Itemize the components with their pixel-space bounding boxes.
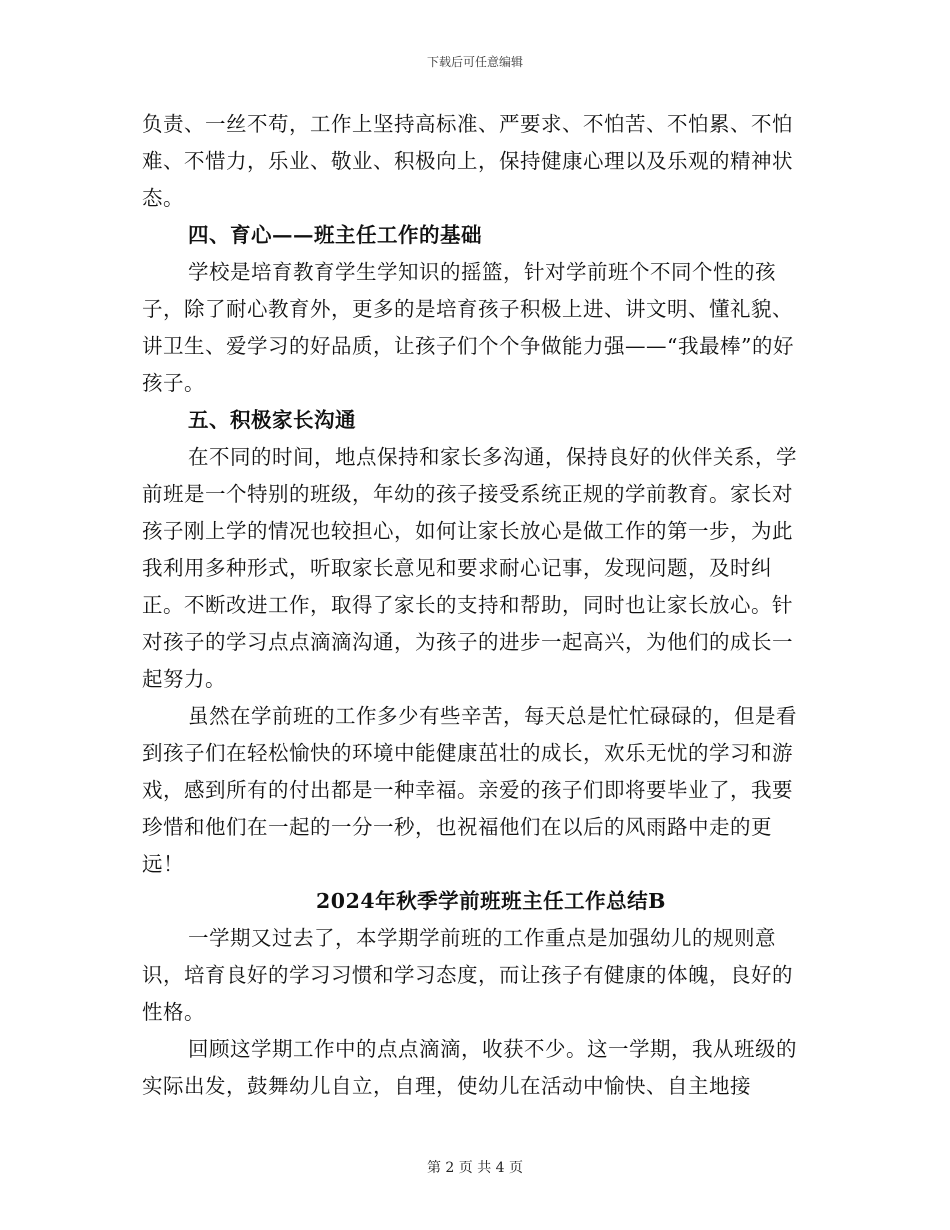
paragraph: 一学期又过去了，本学期学前班的工作重点是加强幼儿的规则意识，培育良好的学习习惯和学习态度，而让孩子有健康的体魄，良好的性格。 (142, 926, 793, 1024)
paragraph-continued: 负责、一丝不苟，工作上坚持高标准、严要求、不怕苦、不怕累、不怕难、不惜力，乐业、敬业、积极向上，保持健康心理以及乐观的精神状态。 (142, 112, 793, 210)
document-body (142, 106, 800, 1105)
paragraph: 虽然在学前班的工作多少有些辛苦，每天总是忙忙碌碌的，但是看到孩子们在轻松愉快的环境中能健康茁壮的成长，欢乐无忧的学习和游戏，感到所有的付出都是一种幸福。亲爱的孩子们即将要毕业了，我要珍惜和他们在一起的一分一秒，也祝福他们在以后的风雨路中走的更远！ (142, 704, 797, 876)
paragraph: 在不同的时间，地点保持和家长多沟通，保持良好的伙伴关系，学前班是一个特别的班级，年幼的孩子接受系统正规的学前教育。家长对孩子刚上学的情况也较担心，如何让家长放心是做工作的第一步，为此我利用多种形式，听取家长意见和要求耐心记事，发现问题，及时纠正。不断改进工作，取得了家长的支持和帮助，同时也让家长放心。针对孩子的学习点点滴滴沟通，为孩子的进步一起高兴，为他们的成长一起努力。 (142, 445, 797, 691)
section-heading-4: 四、育心——班主任工作的基础 (188, 223, 482, 247)
document-title: 2024年秋季学前班班主任工作总结B (316, 889, 666, 913)
paragraph: 学校是培育教育学生学知识的摇篮，针对学前班个不同个性的孩子，除了耐心教育外，更多的是培育孩子积极上进、讲文明、懂礼貌、讲卫生、爱学习的好品质，让孩子们个个争做能力强——“我最棒”的好孩子。 (142, 260, 794, 395)
paragraph: 回顾这学期工作中的点点滴滴，收获不少。这一学期，我从班级的实际出发，鼓舞幼儿自立，自理，使幼儿在活动中愉快、自主地接 (142, 1037, 797, 1098)
page-footer: 第 2 页 共 4 页 (426, 1160, 524, 1176)
page-header-note: 下载后可任意编辑 (426, 55, 523, 69)
section-heading-5: 五、积极家长沟通 (188, 408, 356, 432)
